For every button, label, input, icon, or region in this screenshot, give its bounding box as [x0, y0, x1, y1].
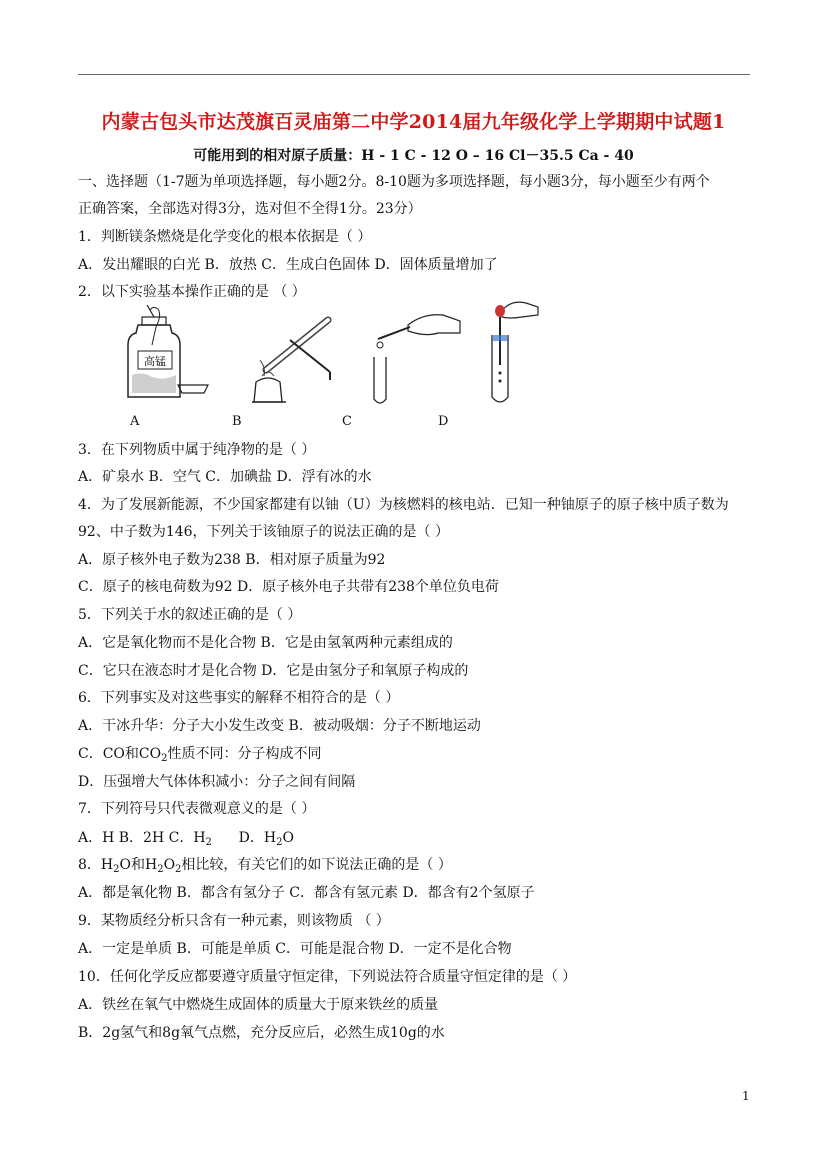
q8-s1-sub: 2	[113, 864, 120, 875]
q3-options: A．矿泉水 B．空气 C．加碘盐 D．浮有冰的水	[78, 469, 372, 485]
q6-option-c-sub: 2	[161, 753, 168, 764]
q3-stem: 3．在下列物质中属于纯净物的是（ ）	[78, 442, 316, 458]
figure-b-heating-tube	[240, 310, 340, 405]
q7-opt-d: D．H	[211, 830, 277, 846]
atomic-masses: 可能用到的相对原子质量：H - 1 C - 12 O – 16 Cl－35.5 Ca - 40	[193, 148, 634, 164]
q6-option-c	[78, 745, 321, 768]
q4-options-ab: A．原子核外电子数为238 B．相对原子质量为92	[78, 552, 386, 568]
q8-s1: 8．H	[78, 857, 114, 873]
q5-options-ab: A．它是氧化物而不是化合物 B．它是由氢氧两种元素组成的	[78, 635, 453, 651]
q8-s3: O	[163, 857, 176, 873]
q7-opt-d-end: O	[282, 830, 294, 846]
q7-opt-abc: A．H B．2H C．H	[78, 830, 206, 846]
q7-options	[78, 829, 294, 852]
figure-c-label: C	[342, 414, 352, 429]
page-number: 1	[742, 1089, 750, 1103]
q7-sub2: 2	[276, 837, 283, 848]
bottle-label: 高锰	[144, 355, 166, 368]
q2-stem: 2．以下实验基本操作正确的是 （ ）	[78, 284, 306, 300]
q8-s2: O和H	[119, 857, 158, 873]
section-instructions-line2: 正确答案，全部选对得3分，选对但不全得1分。23分）	[78, 201, 422, 217]
q4-stem-line1: 4．为了发展新能源，不少国家都建有以铀（U）为核燃料的核电站．已知一种铀原子的原子核中质子数为	[78, 497, 729, 513]
q8-s3-sub: 2	[175, 864, 182, 875]
figure-a-label: A	[130, 414, 140, 429]
header-rule	[78, 74, 750, 75]
q6-option-c-pre: C．CO和CO	[78, 746, 162, 762]
figure-a-reagent-bottle	[118, 305, 218, 405]
q4-stem-line2: 92、中子数为146，下列关于该铀原子的说法正确的是（ ）	[78, 524, 449, 540]
figure-d-dropper-into-tube	[480, 295, 540, 407]
q5-options-cd: C．它只在液态时才是化合物 D．它是由氢分子和氧原子构成的	[78, 663, 469, 679]
q9-stem: 9．某物质经分析只含有一种元素，则该物质 （ ）	[78, 913, 390, 929]
figure-b-label: B	[232, 414, 242, 429]
q5-stem: 5．下列关于水的叙述正确的是（ ）	[78, 607, 302, 623]
q10-option-b: B．2g氢气和8g氧气点燃，充分反应后，必然生成10g的水	[78, 1025, 445, 1041]
q8-options: A．都是氧化物 B．都含有氢分子 C．都含有氢元素 D．都含有2个氢原子	[78, 885, 535, 901]
q6-option-d: D．压强增大气体体积减小：分子之间有间隔	[78, 774, 356, 790]
q8-s4: 相比较，有关它们的如下说法正确的是（ ）	[181, 857, 452, 873]
figure-d-label: D	[438, 414, 449, 429]
q6-options-ab: A．干冰升华：分子大小发生改变 B．被动吸烟：分子不断地运动	[78, 718, 481, 734]
q1-options: A．发出耀眼的白光 B．放热 C．生成白色固体 D．固体质量增加了	[78, 257, 498, 273]
q6-stem: 6．下列事实及对这些事实的解释不相符合的是（ ）	[78, 690, 400, 706]
q8-stem	[78, 856, 452, 879]
q8-s2-sub: 2	[157, 864, 164, 875]
q1-stem: 1．判断镁条燃烧是化学变化的根本依据是（ ）	[78, 229, 372, 245]
q10-option-a: A．铁丝在氧气中燃烧生成固体的质量大于原来铁丝的质量	[78, 997, 439, 1013]
q10-stem: 10．任何化学反应都要遵守质量守恒定律，下列说法符合质量守恒定律的是（ ）	[78, 969, 577, 985]
q4-options-cd: C．原子的核电荷数为92 D．原子核外电子共带有238个单位负电荷	[78, 579, 499, 595]
page-title: 内蒙古包头市达茂旗百灵庙第二中学2014届九年级化学上学期期中试题1	[101, 111, 726, 133]
q7-sub1: 2	[205, 837, 212, 848]
q7-stem: 7．下列符号只代表微观意义的是（ ）	[78, 801, 316, 817]
q9-options: A．一定是单质 B．可能是单质 C．可能是混合物 D．一定不是化合物	[78, 941, 512, 957]
figure-c-dropper-tube	[368, 305, 468, 405]
section-instructions-line1: 一、选择题（1-7题为单项选择题，每小题2分。8-10题为多项选择题，每小题3分，每小题至少有两个	[78, 174, 710, 190]
q6-option-c-post: 性质不同：分子构成不同	[167, 746, 322, 762]
